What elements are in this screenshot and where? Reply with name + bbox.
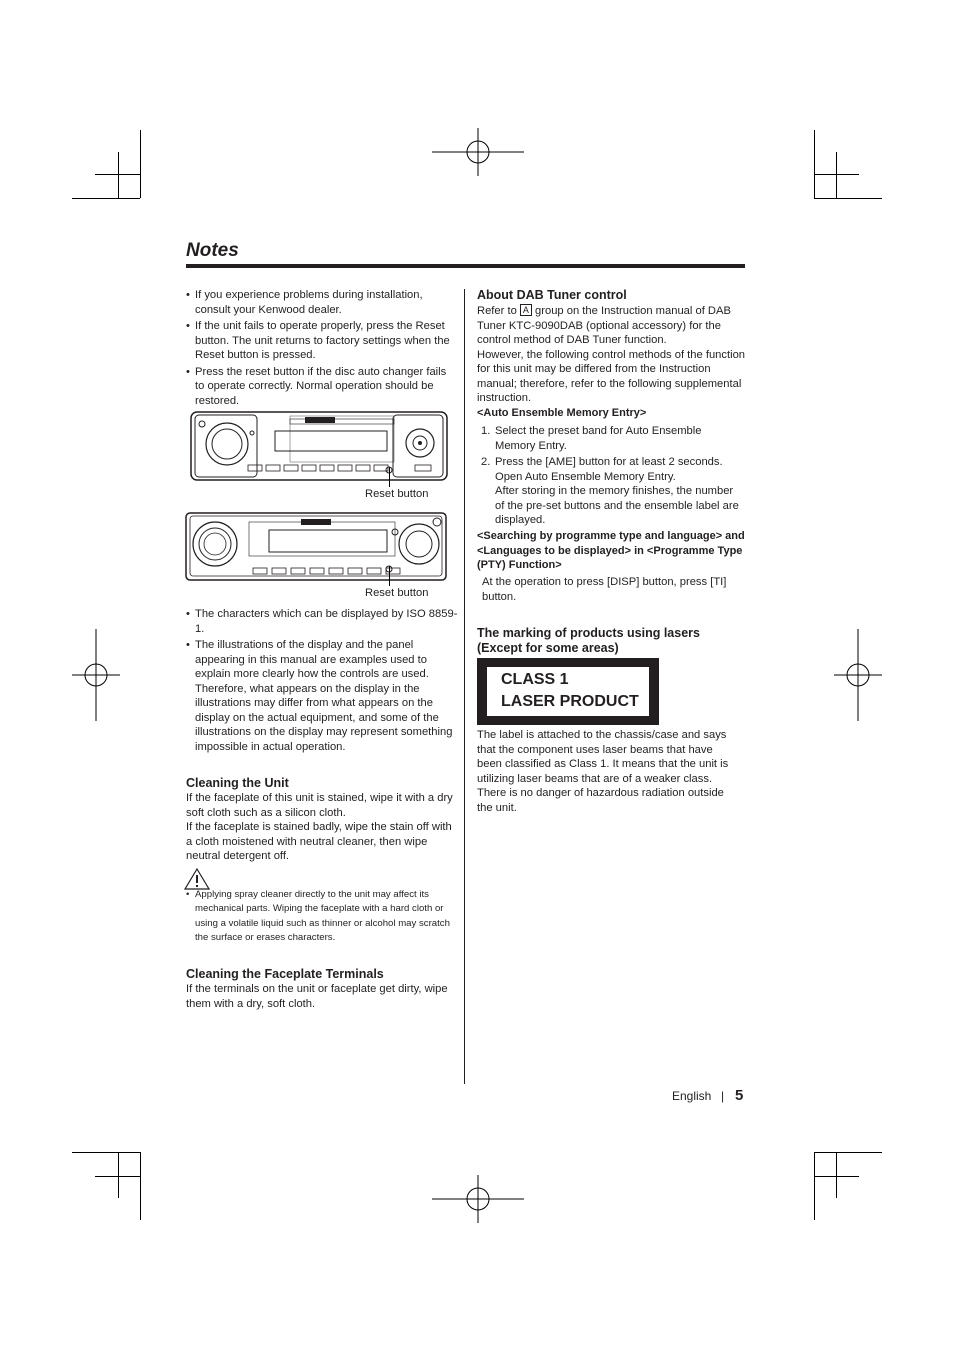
ame-steps xyxy=(477,424,739,530)
dab-intro-pre: Refer to xyxy=(477,305,517,317)
terminals-text: If the terminals on the unit or faceplate get dirty, wipe them with a dry, soft cloth. xyxy=(186,983,448,1010)
column-divider xyxy=(464,289,465,1084)
title-rule xyxy=(186,264,745,268)
list-item: • The illustrations of the display and the panel appearing in this manual are examples used to explain more clearly how the controls are used. Therefore, what appears on the display in the illustrations may differ from what appears on the display on the actual equipment, and some of the illustrations on the display may represent something impossible in actual operation. xyxy=(186,638,458,754)
dab-heading: About DAB Tuner control xyxy=(477,288,627,302)
list-item: • Applying spray cleaner directly to the unit may affect its mechanical parts. Wiping the faceplate with a hard cloth or using a volatile liquid such as thinner or alcohol may scratch the surface or erases characters. xyxy=(186,888,452,945)
faceplate-illustration-2 xyxy=(185,512,447,582)
page-number: 5 xyxy=(735,1087,744,1104)
terminals-heading: Cleaning the Faceplate Terminals xyxy=(186,967,384,981)
warning-list xyxy=(186,888,452,947)
list-item: • Press the reset button if the disc auto changer fails to operate correctly. Normal operation should be restored. xyxy=(186,365,456,409)
registration-target-bottom xyxy=(432,1175,524,1223)
search-text: At the operation to press [DISP] button, press [TI] button. xyxy=(482,576,727,603)
reset-pointer-1 xyxy=(389,467,390,487)
cleaning-unit-text: If the faceplate of this unit is stained, wipe it with a dry soft cloth such as a silicon cloth. If the faceplate is stained badly, wipe the stain off with a cloth moistened with neutral cleaner, then wipe neutral detergent off. xyxy=(186,792,453,862)
dab-intro-2: However, the following control methods of the function for this unit may be differed from the Instruction manual; therefore, refer to the following supplemental instruction. xyxy=(477,348,746,404)
search-heading: <Searching by programme type and language> and <Languages to be displayed> in <Programme Type (PTY) Function> xyxy=(477,530,745,571)
footer-separator: | xyxy=(721,1089,725,1103)
dab-intro-post: group on the Instruction manual of DAB Tuner KTC-9090DAB (optional accessory) for the control method of DAB Tuner function. xyxy=(477,305,731,346)
laser-class-label xyxy=(477,658,659,725)
notes-list-2 xyxy=(186,607,458,756)
list-item: • The characters which can be displayed by ISO 8859-1. xyxy=(186,607,458,636)
group-a-box: A xyxy=(520,304,532,316)
reset-button-label-2: Reset button xyxy=(365,587,429,599)
ame-heading: <Auto Ensemble Memory Entry> xyxy=(477,407,647,419)
laser-class-line: CLASS 1 xyxy=(501,671,569,688)
reset-pointer-2 xyxy=(389,566,390,586)
registration-target-left xyxy=(72,629,120,721)
step-text: Select the preset band for Auto Ensemble Memory Entry. xyxy=(495,425,702,452)
list-item: • If you experience problems during installation, consult your Kenwood dealer. xyxy=(186,288,456,317)
list-item: • If the unit fails to operate properly, press the Reset button. The unit returns to factory settings when the Reset button is pressed. xyxy=(186,319,456,363)
warning-icon xyxy=(184,868,210,890)
reset-button-label-1: Reset button xyxy=(365,488,429,500)
step-number: 2. xyxy=(481,456,491,468)
laser-product-line: LASER PRODUCT xyxy=(501,693,639,710)
registration-target-right xyxy=(834,629,882,721)
cleaning-unit-heading: Cleaning the Unit xyxy=(186,776,289,790)
footer-language: English xyxy=(672,1089,712,1103)
faceplate-illustration-1 xyxy=(190,411,448,483)
laser-text: The label is attached to the chassis/case and says that the component uses laser beams that have been classified as Class 1. It means that the unit is utilizing laser beams that are of a weaker class. There is no danger of hazardous radiation outside the unit. xyxy=(477,729,729,814)
laser-heading: The marking of products using lasers (Except for some areas) xyxy=(477,626,700,655)
step-text: Press the [AME] button for at least 2 seconds. Open Auto Ensemble Memory Entry. After storing in the memory finishes, the number of the pre-set buttons and the ensemble label are displayed. xyxy=(495,456,739,526)
registration-target-top xyxy=(432,128,524,176)
dab-intro xyxy=(477,304,747,406)
list-item xyxy=(477,424,739,453)
list-item xyxy=(477,455,739,528)
step-number: 1. xyxy=(481,425,491,437)
page-title: Notes xyxy=(186,240,239,261)
notes-list-1 xyxy=(186,288,456,410)
